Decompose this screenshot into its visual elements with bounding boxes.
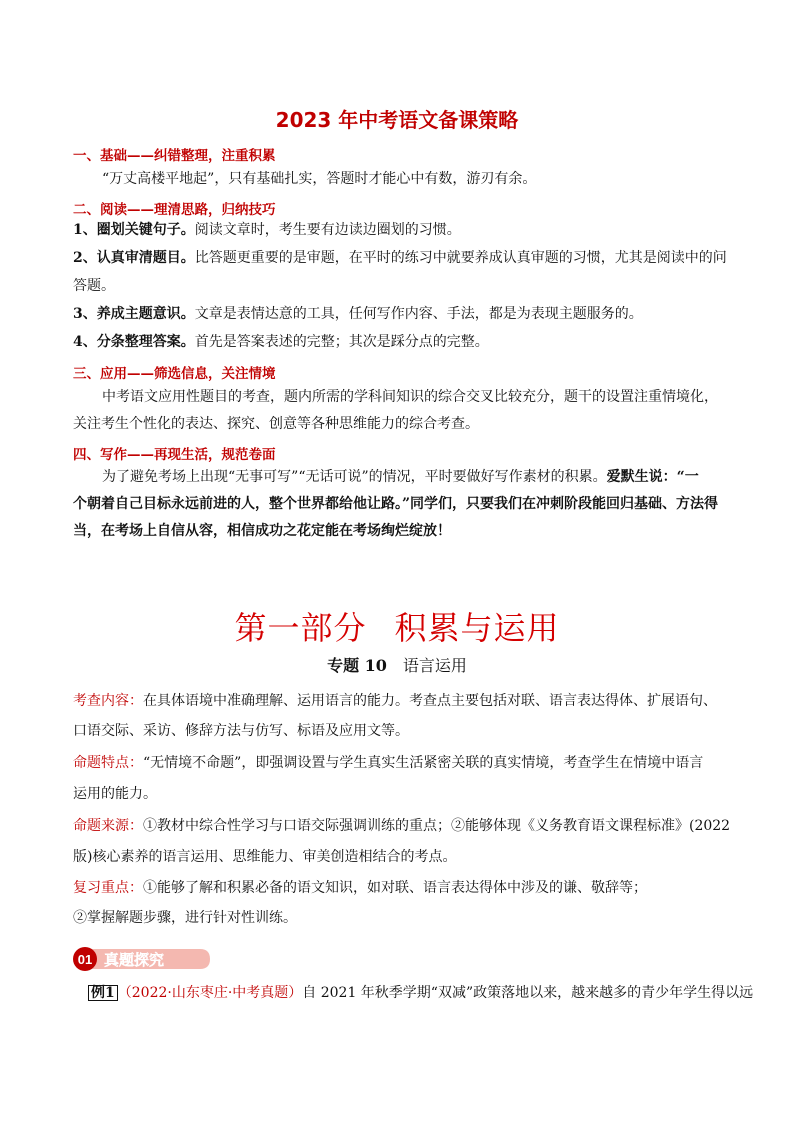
point-exam-content-cont: 口语交际、采访、修辞方法与仿写、标语及应用文等。 — [73, 723, 409, 739]
section-body-4-line1: 为了避免考场上出现“无事可写”“无话可说”的情况，平时要做好写作素材的积累。爱默生说：“一 — [102, 469, 699, 485]
section-body-3-line2: 关注考生个性化的表达、探究、创意等各种思维能力的综合考查。 — [73, 416, 479, 432]
point-features-cont: 运用的能力。 — [73, 786, 157, 802]
section-body-4-line2: 个朝着自己目标永远前进的人，整个世界都给他让路。”同学们，只要我们在冲刺阶段能回归基础、方法得 — [73, 496, 719, 512]
example-source: （2022·山东枣庄·中考真题） — [117, 985, 303, 1001]
part-title: 第一部分 积累与运用 — [234, 609, 560, 647]
section-banner — [72, 945, 212, 973]
section-heading-2: 二、阅读——理清思路，归纳技巧 — [73, 202, 276, 218]
topic-title: 专题 10 语言运用 — [327, 656, 467, 675]
page-title: 2023 年中考语文备课策略 — [275, 108, 519, 132]
example-tag: 例1 — [88, 985, 118, 1001]
reading-item-1: 1、圈划关键句子。阅读文章时，考生要有边读边圈划的习惯。 — [73, 222, 461, 238]
section-body-4-line3: 当，在考场上自信从容，相信成功之花定能在考场绚烂绽放！ — [73, 523, 451, 539]
section-body-3-line1: 中考语文应用性题目的考查，题内所需的学科间知识的综合交叉比较充分，题干的设置注重情境化， — [102, 389, 718, 405]
banner-graphic — [72, 945, 212, 973]
point-exam-content: 考查内容：在具体语境中准确理解、运用语言的能力。考查点主要包括对联、语言表达得体、扩展语句、 — [73, 693, 717, 709]
point-review-cont: ②掌握解题步骤，进行针对性训练。 — [73, 910, 297, 926]
reading-item-2: 2、认真审清题目。比答题更重要的是审题，在平时的练习中就要养成认真审题的习惯，尤其是阅读中的问 — [73, 250, 727, 266]
point-sources-cont: 版)核心素养的语言运用、思维能力、审美创造相结合的考点。 — [73, 849, 457, 865]
point-features: 命题特点：“无情境不命题”，即强调设置与学生真实生活紧密关联的真实情境，考查学生在情境中语言 — [73, 755, 704, 771]
example-line — [88, 985, 753, 1001]
section-body-1: “万丈高楼平地起”，只有基础扎实，答题时才能心中有数，游刃有余。 — [102, 171, 537, 187]
point-sources: 命题来源：①教材中综合性学习与口语交际强调训练的重点；②能够体现《义务教育语文课程标准》(2022 — [73, 818, 731, 834]
section-heading-3: 三、应用——筛选信息，关注情境 — [73, 366, 276, 382]
section-heading-1: 一、基础——纠错整理，注重积累 — [73, 148, 276, 164]
banner-number: 01 — [77, 952, 93, 967]
example-text: 自 2021 年秋季学期“双减”政策落地以来，越来越多的青少年学生得以远 — [302, 985, 754, 1001]
section-heading-4: 四、写作——再现生活，规范卷面 — [73, 447, 276, 463]
reading-item-4: 4、分条整理答案。首先是答案表述的完整；其次是踩分点的完整。 — [73, 334, 489, 350]
point-review: 复习重点：①能够了解和积累必备的语文知识，如对联、语言表达得体中涉及的谦、敬辞等； — [73, 880, 647, 896]
banner-text: 真题探究 — [104, 951, 165, 969]
reading-item-3: 3、养成主题意识。文章是表情达意的工具，任何写作内容、手法，都是为表现主题服务的。 — [73, 306, 643, 322]
reading-item-2-cont: 答题。 — [73, 278, 115, 294]
